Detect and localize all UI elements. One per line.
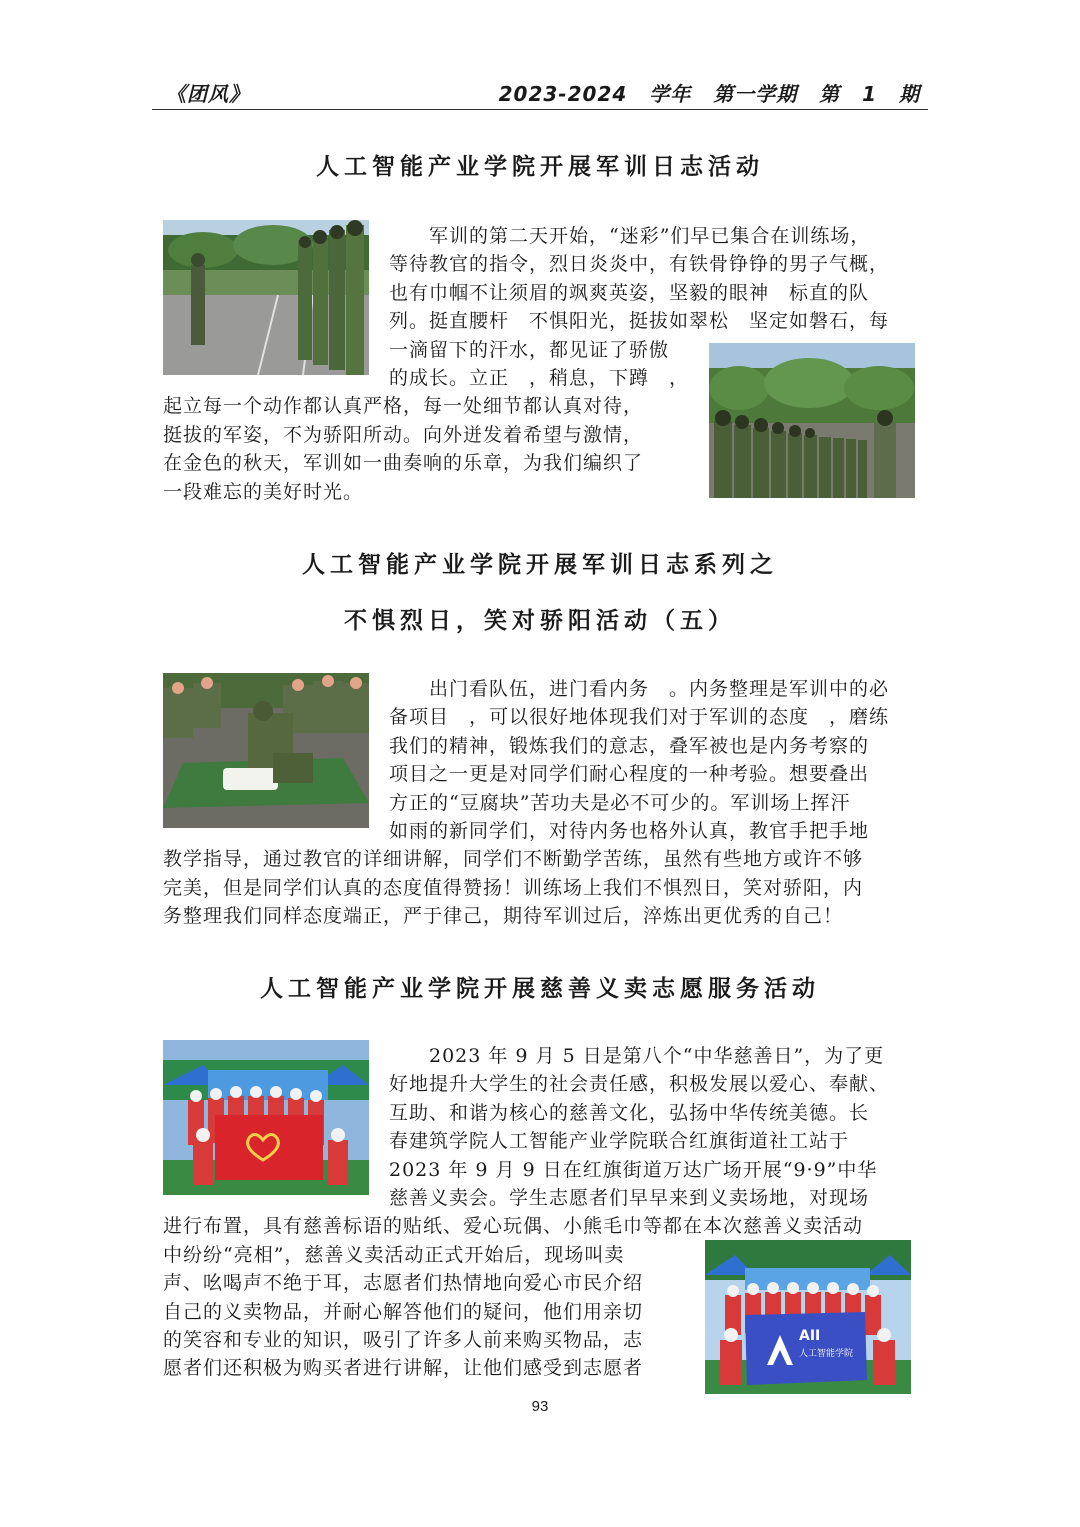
text-line: 的笑容和专业的知识，吸引了许多人前来购买物品，志 [163,1329,644,1352]
header-rule [152,109,928,110]
text-line: 在金色的秋天，军训如一曲奏响的乐章，为我们编织了 [163,452,644,475]
text-line: 备项目 ，可以很好地体现我们对于军训的态度 ，磨练 [389,706,890,729]
article2-paragraph-bottom [163,845,863,930]
text-line: 一滴留下的汗水，都见证了骄傲 [389,338,670,361]
text-line: 等待教官的指令，烈日炎炎中，有铁骨铮铮的男子气概， [389,253,890,276]
text-line: 春建筑学院人工智能产业学院联合红旗街道社工站于 [389,1130,850,1153]
article3-paragraph-top [389,1042,889,1212]
text-line: 出门看队伍，进门看内务 。内务整理是军训中的必 [389,678,890,700]
text-line: 项目之一更是对同学们耐心程度的一种考验。想要叠出 [389,763,870,786]
article3-paragraph-bottom [163,1241,643,1383]
article2-paragraph-top [389,675,889,845]
text-line: 好地提升大学生的社会责任感，积极发展以爱心、奉献、 [389,1073,890,1096]
page-number: 93 [531,1398,549,1415]
text-line: 教学指导，通过教官的详细讲解，同学们不断勤学苦练，虽然有些地方或许不够 [163,848,864,871]
text-line: 进行布置，具有慈善标语的贴纸、爱心玩偶、小熊毛巾等都在本次慈善义卖活动 [163,1215,864,1238]
article1-photo-drill [163,220,369,375]
article3-photo-volunteers-red-banner [163,1040,369,1195]
banner-logo-text: AII [799,1328,821,1344]
banner-caption-text: 人工智能学院 [799,1349,854,1359]
article2-title-line2: 不惧烈日，笑对骄阳活动（五） [344,608,736,634]
article2-photo-folding-quilt [163,673,369,828]
article3-photo-volunteers-blue-banner [705,1240,911,1394]
text-line: 起立每一个动作都认真严格，每一处细节都认真对待， [163,395,644,418]
text-line: 如雨的新同学们，对待内务也格外认真，教官手把手地 [389,820,870,843]
article1-paragraph-top [389,222,889,336]
text-line: 2023 年 9 月 9 日在红旗街道万达广场开展“9·9”中华 [389,1158,878,1181]
text-line: 声、吆喝声不绝于耳，志愿者们热情地向爱心市民介绍 [163,1272,644,1295]
text-line: 方正的“豆腐块”苦功夫是必不可少的。军训场上挥汗 [389,791,851,814]
text-line: 一段难忘的美好时光。 [163,480,364,503]
article1-photo-formation [709,343,915,498]
text-line: 挺拔的军姿，不为骄阳所动。向外迸发着希望与激情， [163,423,644,446]
article1-paragraph-bottom [163,392,643,506]
text-line: 互助、和谐为核心的慈善文化，弘扬中华传统美德。长 [389,1101,870,1124]
text-line: 中纷纷“亮相”，慈善义卖活动正式开始后，现场叫卖 [163,1243,625,1266]
article1-paragraph-mid [389,336,689,393]
text-line: 的成长。立正 ，稍息，下蹲 ， [389,367,690,389]
text-line: 军训的第二天开始，“迷彩”们早已集合在训练场， [389,225,871,247]
article3-paragraph-full-width [163,1212,863,1240]
text-line: 愿者们还积极为购买者进行讲解，让他们感受到志愿者 [163,1357,644,1380]
text-line: 完美，但是同学们认真的态度值得赞扬！训练场上我们不惧烈日，笑对骄阳，内 [163,876,864,899]
text-line: 慈善义卖会。学生志愿者们早早来到义卖场地，对现场 [389,1187,870,1210]
journal-name: 《团风》 [166,82,250,106]
text-line: 2023 年 9 月 5 日是第八个“中华慈善日”，为了更 [389,1045,885,1067]
text-line: 列。挺直腰杆 不惧阳光，挺拔如翠松 坚定如磐石，每 [389,310,890,333]
text-line: 务整理我们同样态度端正，严于律己，期待军训过后，淬炼出更优秀的自己！ [163,905,844,928]
text-line: 我们的精神，锻炼我们的意志，叠军被也是内务考察的 [389,734,870,757]
text-line: 自己的义卖物品，并耐心解答他们的疑问，他们用亲切 [163,1300,644,1323]
issue-info: 2023-2024 学年 第一学期 第 1 期 [498,82,920,106]
article2-title-line1: 人工智能产业学院开展军训日志系列之 [302,552,778,578]
article3-title: 人工智能产业学院开展慈善义卖志愿服务活动 [260,976,820,1002]
text-line: 也有巾帼不让须眉的飒爽英姿，坚毅的眼神 标直的队 [389,281,870,304]
article1-title: 人工智能产业学院开展军训日志活动 [316,154,764,180]
